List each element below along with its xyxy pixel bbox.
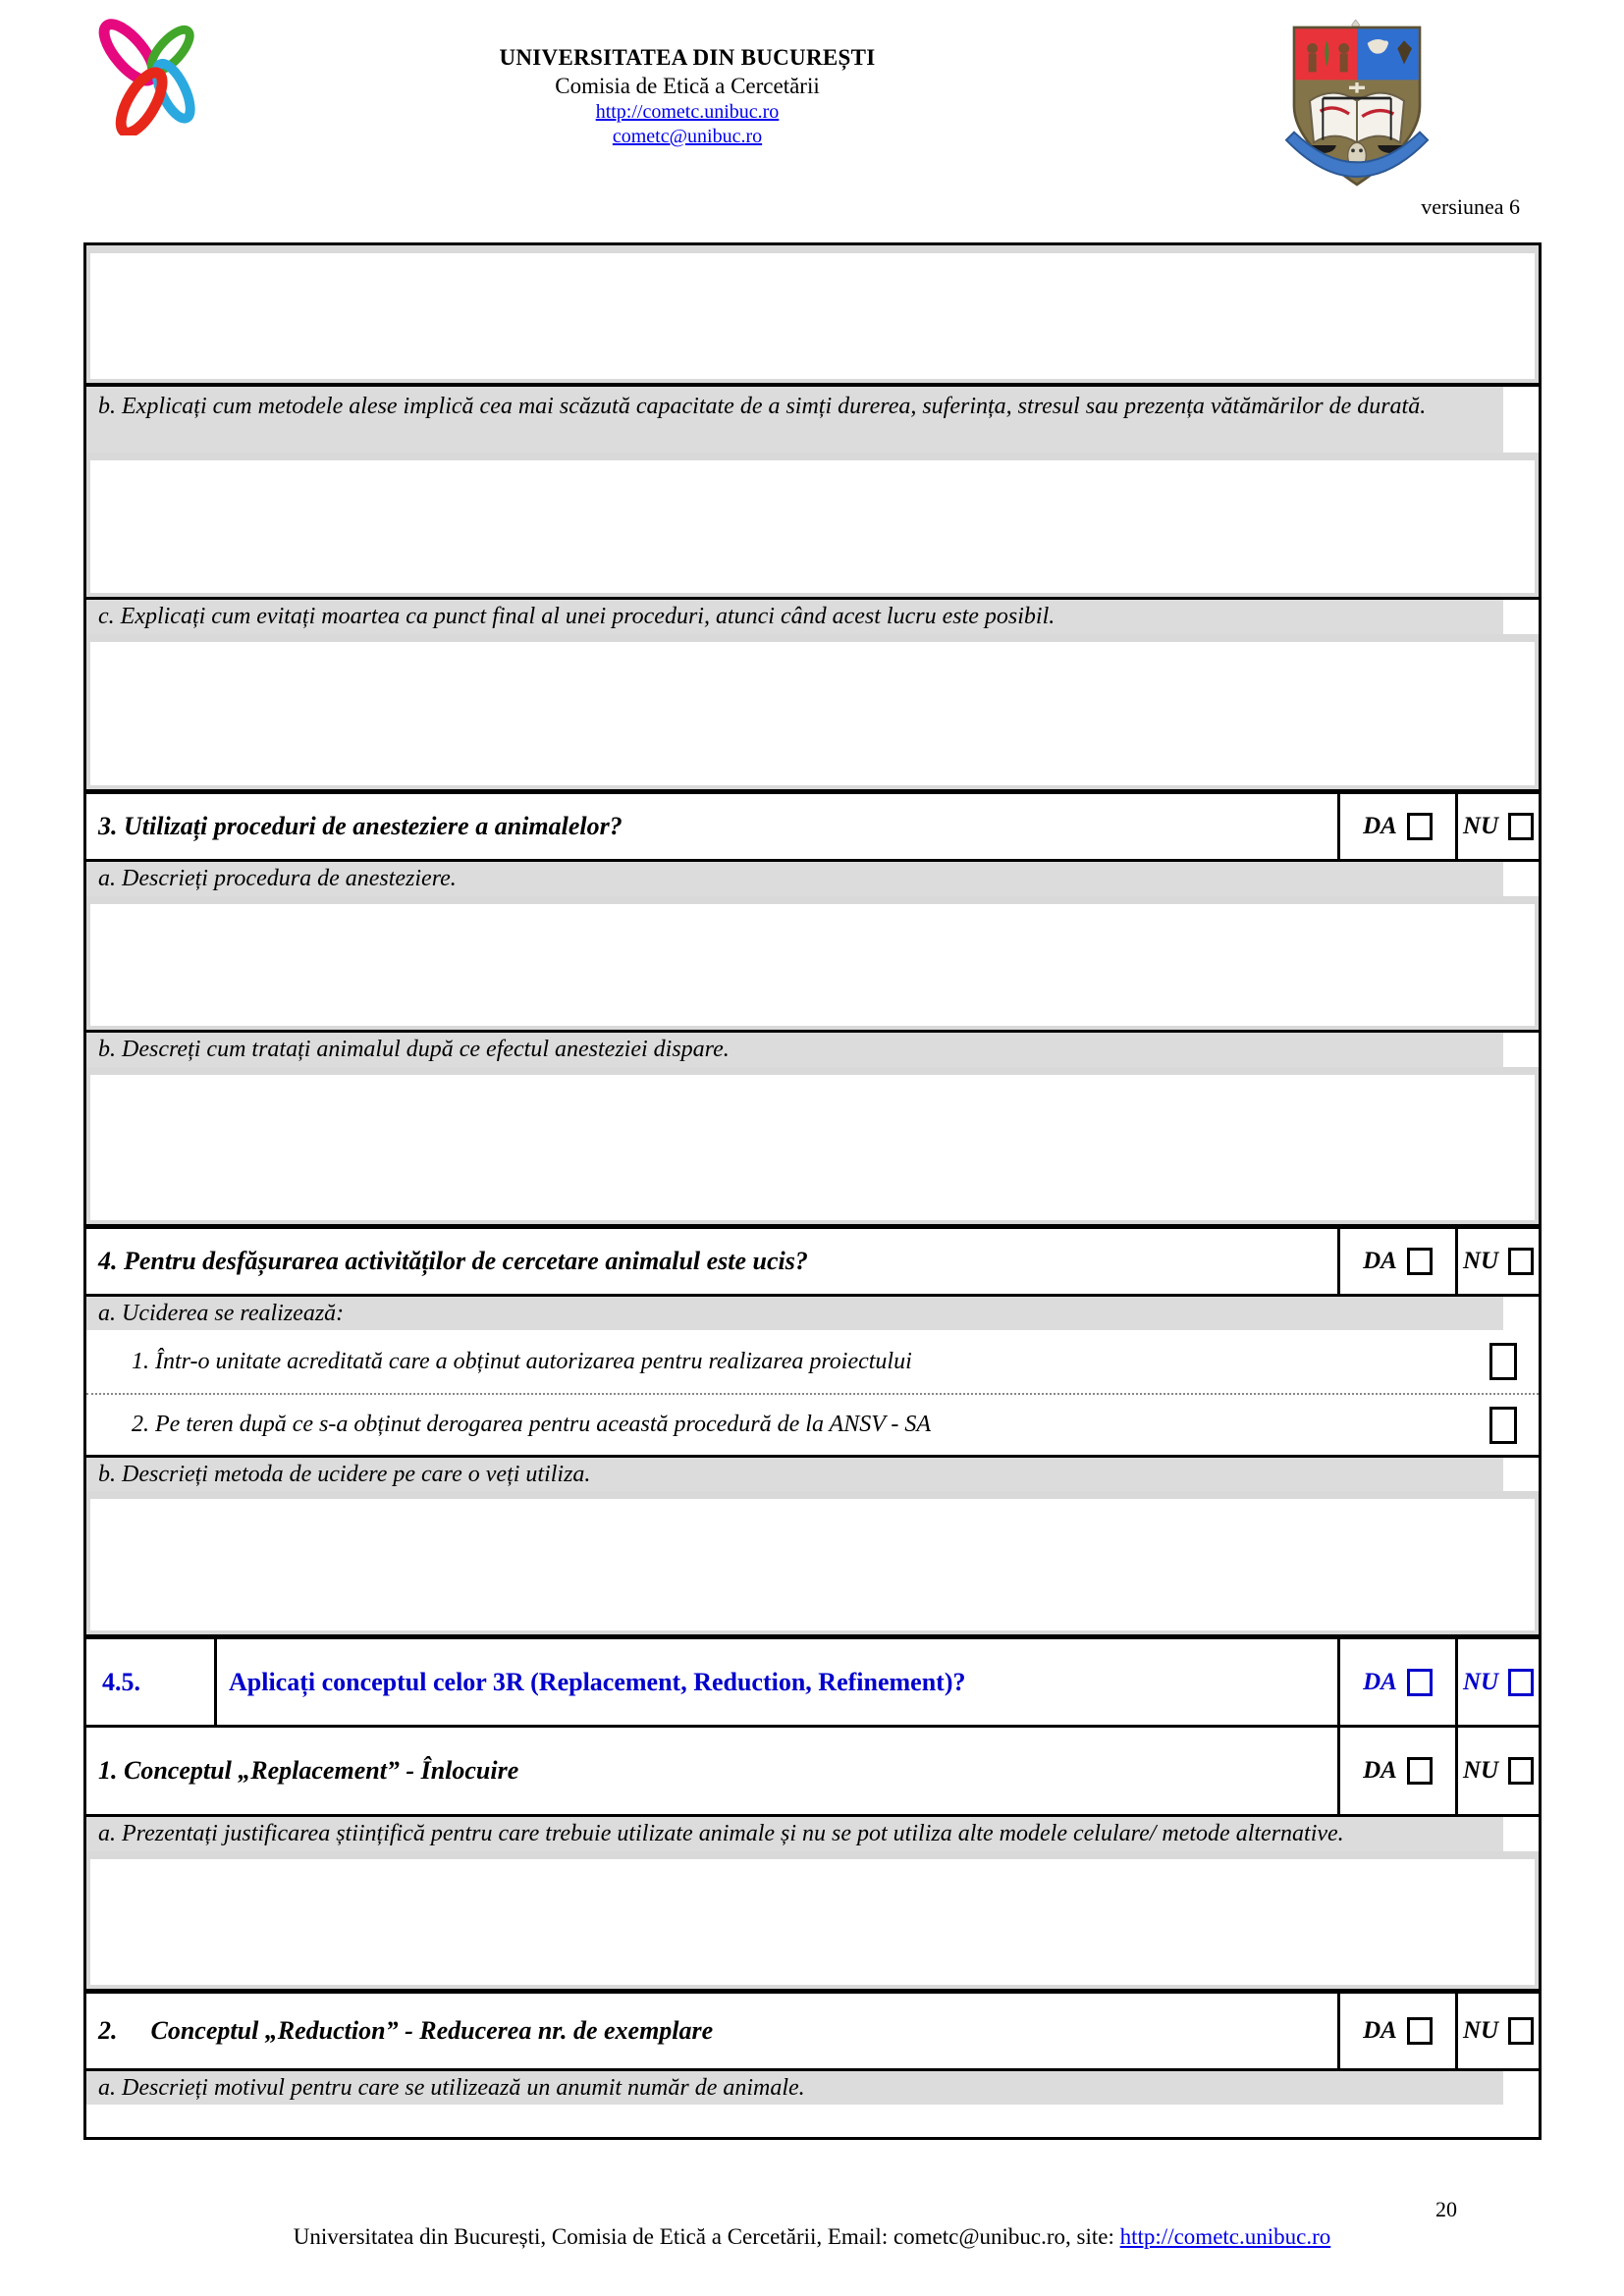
label-4a: a. Uciderea se realizează: [86, 1297, 1503, 1330]
question-45-text: Aplicați conceptul celor 3R (Replacement, Reduction, Refinement)? [229, 1667, 966, 1696]
question-reduction-label: Conceptul „Reduction” - Reducerea nr. de exemplare [150, 2016, 714, 2045]
label-row-replacement-a [86, 1814, 1539, 1851]
answer-row-2b [86, 453, 1539, 597]
answer-row-2c [86, 634, 1539, 789]
answer-area-3b[interactable] [86, 1067, 1539, 1224]
nu-label: NU [1462, 2017, 1499, 2044]
answer-area-continuation[interactable] [86, 245, 1539, 383]
reduction-nu-option [1455, 1994, 1539, 2068]
item-row-4a-1 [86, 1330, 1539, 1393]
q45-nu-checkbox[interactable] [1508, 1669, 1534, 1696]
question-45-number: 4.5. [86, 1639, 217, 1725]
q4-da-checkbox[interactable] [1407, 1248, 1433, 1275]
label-2c: c. Explicați cum evitați moartea ca punct final al unei proceduri, atunci când acest lucru este posibil. [86, 600, 1503, 634]
page-number: 20 [1435, 2197, 1457, 2221]
question-4-da-option [1337, 1229, 1455, 1294]
label-row-3b [86, 1030, 1539, 1067]
label-2b: b. Explicați cum metodele alese implică cea mai scăzută capacitate de a simți durerea, suferința, stresul sau prezența vătămărilor de durată. [86, 387, 1503, 453]
answer-row-replacement-a [86, 1851, 1539, 1989]
question-3-nu-option [1455, 794, 1539, 859]
answer-area-3a[interactable] [86, 896, 1539, 1030]
answer-area-continuation-row [86, 245, 1539, 383]
question-3-text: 3. Utilizați proceduri de anesteziere a animalelor? [98, 812, 623, 840]
version-label: versiunea 6 [1421, 194, 1520, 219]
label-3b: b. Descreți cum tratați animalul după ce efectul anesteziei dispare. [86, 1033, 1503, 1067]
question-row-replacement [86, 1725, 1539, 1814]
label-3a: a. Descrieți procedura de anesteziere. [86, 862, 1503, 896]
nu-label: NU [1462, 1757, 1499, 1784]
nu-label: NU [1462, 813, 1499, 839]
reduction-nu-checkbox[interactable] [1508, 2017, 1534, 2045]
reduction-da-option [1337, 1994, 1455, 2068]
label-reduction-a: a. Descrieți motivul pentru care se utilizează un anumit număr de animale. [86, 2071, 1503, 2105]
email-link[interactable]: cometc@unibuc.ro [612, 126, 763, 147]
answer-area-4b[interactable] [86, 1491, 1539, 1634]
question-45-da-option [1337, 1639, 1455, 1725]
answer-area-2b[interactable] [86, 453, 1539, 597]
item-4a-1-checkbox[interactable] [1489, 1343, 1517, 1380]
replacement-da-option [1337, 1728, 1455, 1814]
label-row-reduction-a [86, 2068, 1539, 2105]
question-row-3 [86, 789, 1539, 859]
ethics-form-table [83, 242, 1542, 2140]
footer-site-link[interactable]: http://cometc.unibuc.ro [1119, 2224, 1331, 2249]
label-row-3a [86, 859, 1539, 896]
answer-row-3b [86, 1067, 1539, 1224]
q45-da-checkbox[interactable] [1407, 1669, 1433, 1696]
da-label: DA [1363, 1668, 1397, 1695]
item-4a-2-text: 2. Pe teren după ce s-a obținut derogarea pentru această procedură de la ANSV - SA [132, 1412, 932, 1437]
da-label: DA [1363, 1248, 1397, 1274]
question-3-da-option [1337, 794, 1455, 859]
question-4-nu-option [1455, 1229, 1539, 1294]
label-row-4b [86, 1455, 1539, 1491]
item-4a-1-text: 1. Într-o unitate acreditată care a obținut autorizarea pentru realizarea proiectului [132, 1348, 912, 1374]
question-reduction-number: 2. [98, 2016, 118, 2045]
label-replacement-a: a. Prezentați justificarea științifică pentru care trebuie utilizate animale și nu se pot utiliza alte modele celulare/ metode alternative. [86, 1817, 1503, 1851]
da-label: DA [1363, 1757, 1397, 1784]
item-4a-2-checkbox[interactable] [1489, 1407, 1517, 1444]
site-link[interactable]: http://cometc.unibuc.ro [595, 101, 780, 123]
committee-name: Comisia de Etică a Cercetării [555, 74, 820, 98]
footer-line [0, 2224, 1624, 2250]
da-label: DA [1363, 813, 1397, 839]
reduction-da-checkbox[interactable] [1407, 2017, 1433, 2045]
replacement-nu-option [1455, 1728, 1539, 1814]
answer-row-reduction-a [86, 2105, 1539, 2137]
question-4-text: 4. Pentru desfășurarea activităților de cercetare animalul este ucis? [98, 1247, 808, 1275]
label-4b: b. Descrieți metoda de ucidere pe care o veți utiliza. [86, 1458, 1503, 1491]
label-row-2c [86, 597, 1539, 634]
coat-of-arms-logo [1282, 20, 1432, 197]
nu-label: NU [1462, 1668, 1499, 1695]
answer-row-3a [86, 896, 1539, 1030]
question-reduction-text [86, 1994, 1337, 2068]
university-logo [88, 14, 214, 140]
q3-nu-checkbox[interactable] [1508, 813, 1534, 840]
footer-text: Universitatea din București, Comisia de Etică a Cercetării, Email: cometc@unibuc.ro, site: [293, 2224, 1120, 2249]
label-row-4a [86, 1294, 1539, 1330]
q4-nu-checkbox[interactable] [1508, 1248, 1534, 1275]
answer-row-4b [86, 1491, 1539, 1634]
item-row-4a-2 [86, 1393, 1539, 1455]
answer-area-2c[interactable] [86, 634, 1539, 789]
label-row-2b [86, 383, 1539, 453]
university-name: UNIVERSITATEA DIN BUCUREȘTI [499, 45, 876, 70]
replacement-da-checkbox[interactable] [1407, 1757, 1433, 1785]
q3-da-checkbox[interactable] [1407, 813, 1433, 840]
da-label: DA [1363, 2017, 1397, 2044]
question-replacement-text: 1. Conceptul „Replacement” - Înlocuire [98, 1756, 519, 1785]
question-row-4 [86, 1224, 1539, 1294]
replacement-nu-checkbox[interactable] [1508, 1757, 1534, 1785]
nu-label: NU [1462, 1248, 1499, 1274]
header-text-block [373, 45, 1001, 148]
question-row-reduction [86, 1989, 1539, 2068]
answer-area-replacement-a[interactable] [86, 1851, 1539, 1989]
question-row-45 [86, 1634, 1539, 1725]
question-45-nu-option [1455, 1639, 1539, 1725]
